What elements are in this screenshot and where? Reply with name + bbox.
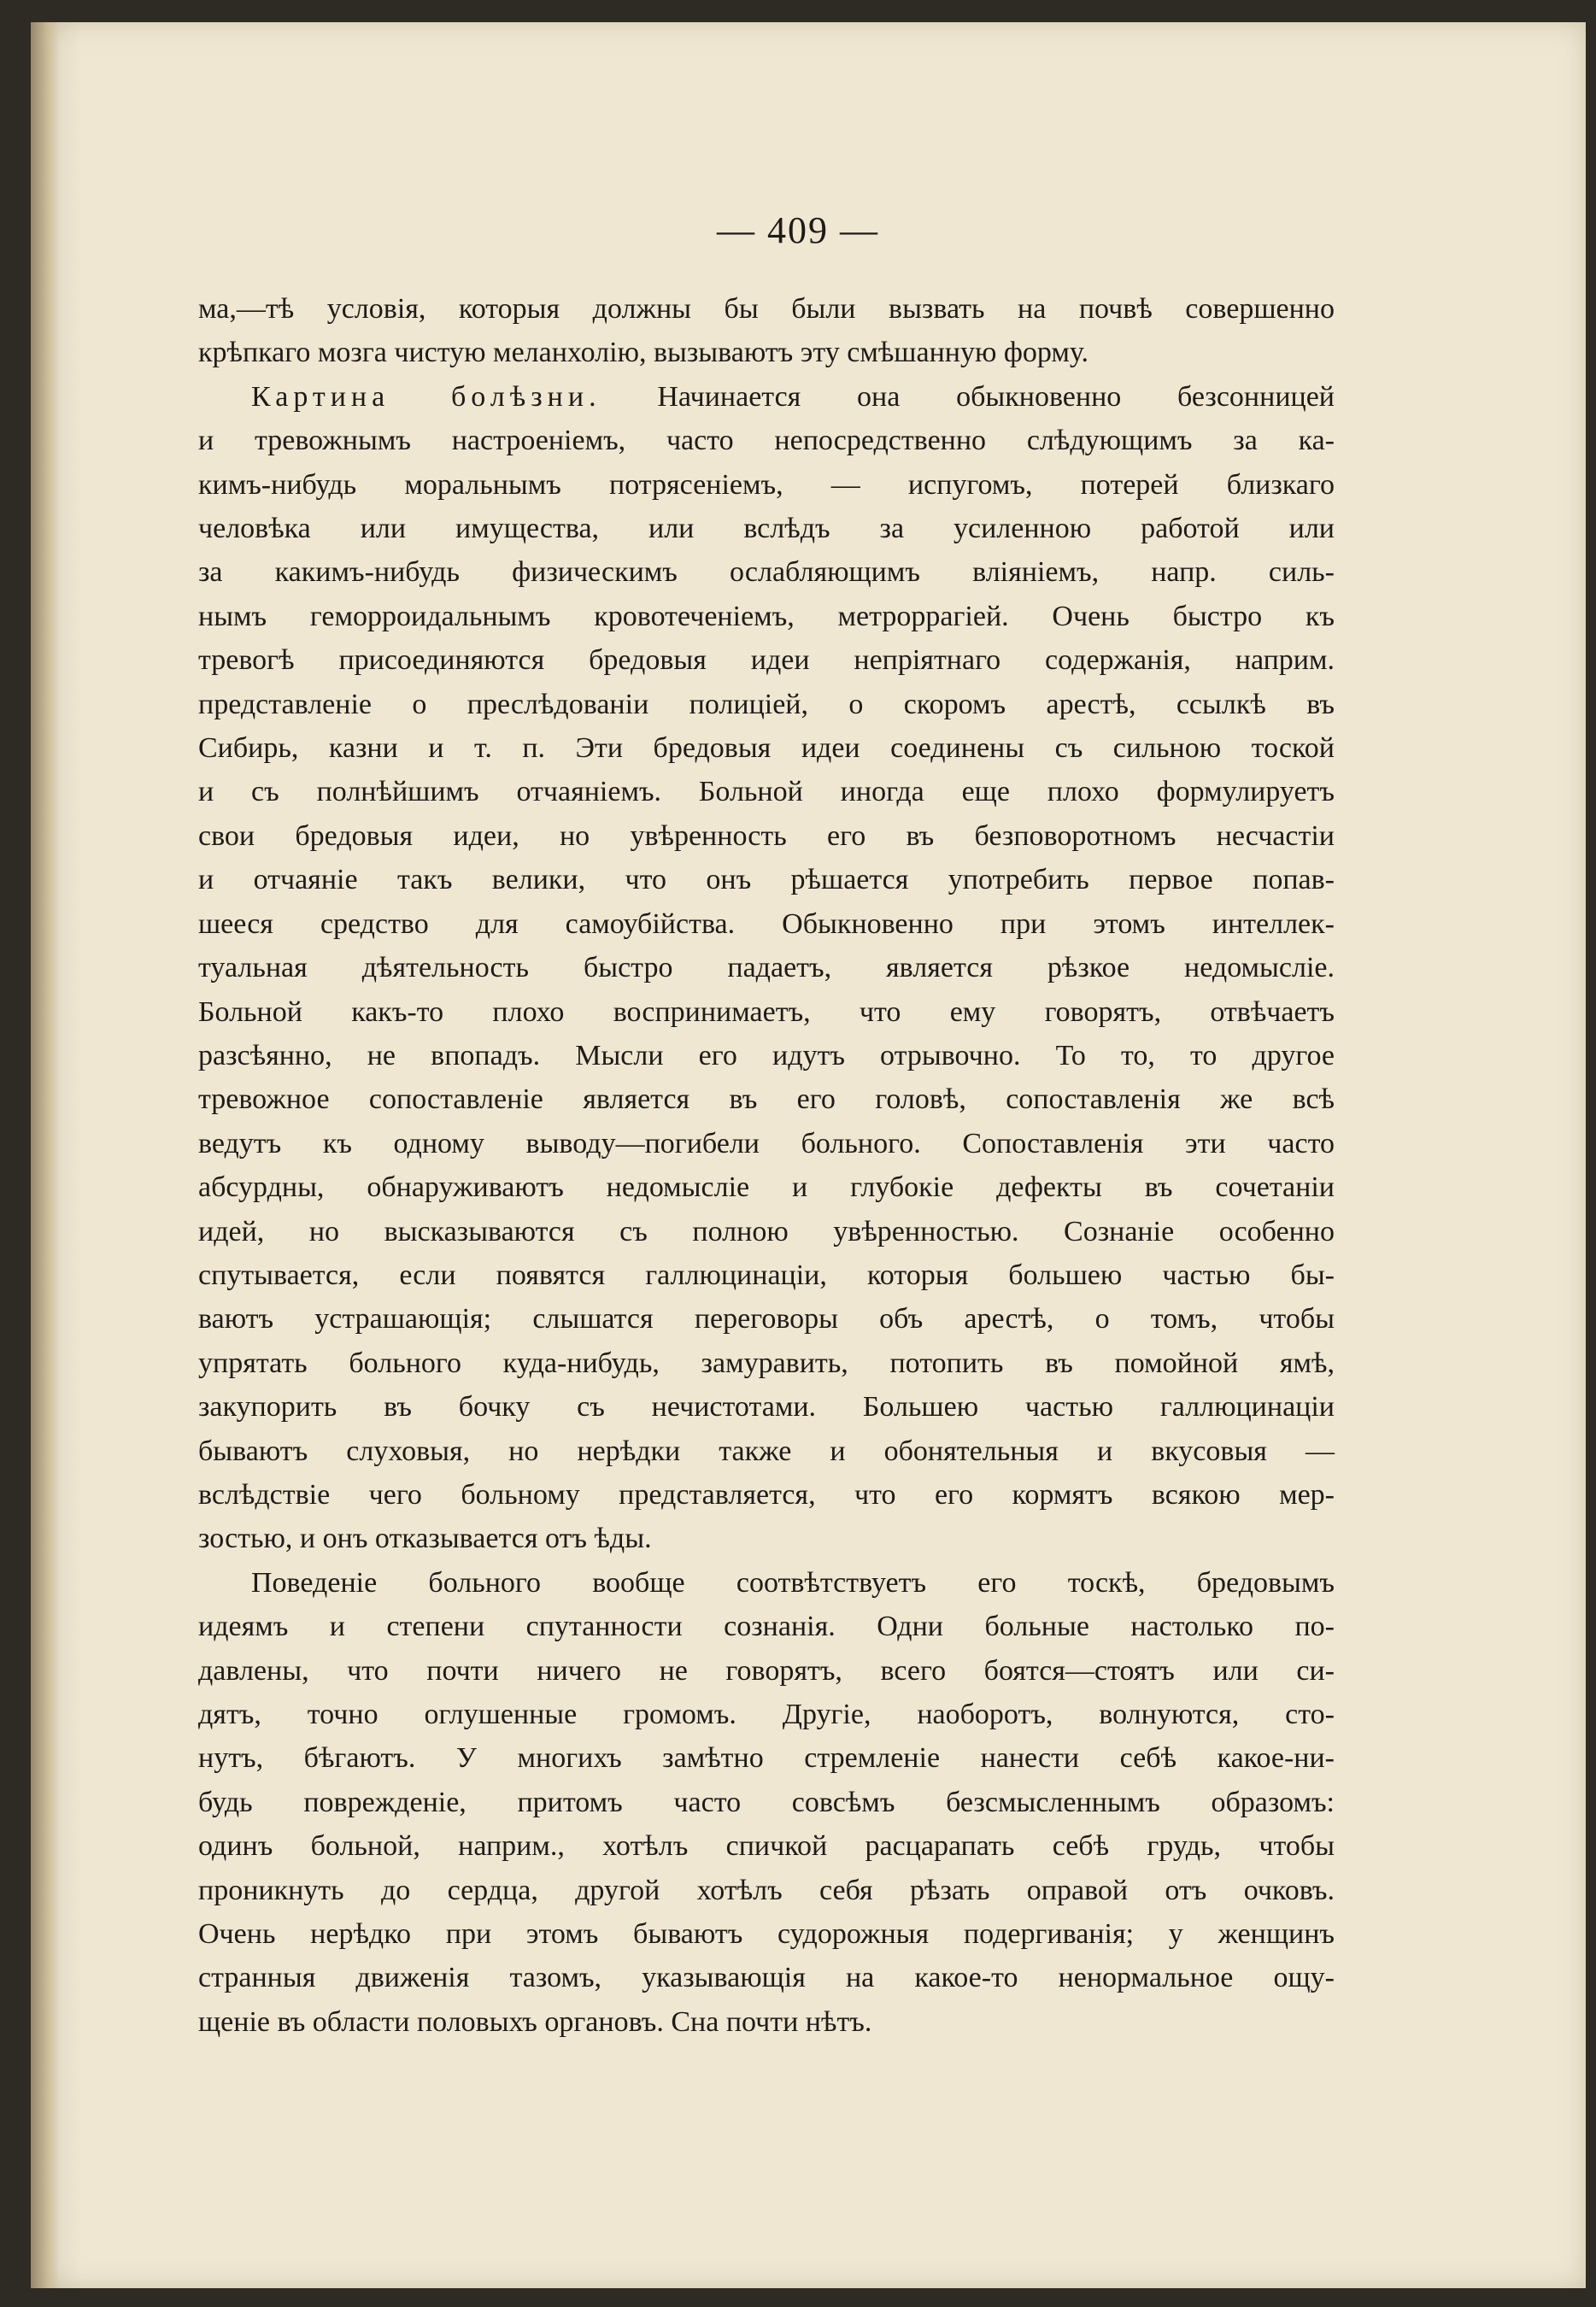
- text-line: странныя движенія тазомъ, указывающія на какое-то ненормальное ощу-: [198, 1962, 1335, 1994]
- text-line: тревожное сопоставленіе является въ его головѣ, сопоставленія же всѣ: [198, 1083, 1335, 1116]
- text-line: свои бредовыя идеи, но увѣренность его въ безповоротномъ несчастіи: [198, 819, 1335, 852]
- text-line: тревогѣ присоединяются бредовыя идеи непріятнаго содержанія, наприм.: [198, 644, 1335, 677]
- section-heading: Картина болѣзни.: [251, 380, 601, 413]
- text-line: шееся средство для самоубійства. Обыкновенно при этомъ интеллек-: [198, 907, 1335, 940]
- text-line: вслѣдствіе чего больному представляется, что его кормятъ всякою мер-: [198, 1478, 1335, 1511]
- text-line: разсѣянно, не впопадъ. Мысли его идутъ отрывочно. То то, то другое: [198, 1039, 1335, 1071]
- text-line: одинъ больной, наприм., хотѣлъ спичкой расцарапать себѣ грудь, чтобы: [198, 1830, 1335, 1863]
- text-line: ваютъ устрашающія; слышатся переговоры объ арестѣ, о томъ, чтобы: [198, 1303, 1335, 1335]
- text-line: нутъ, бѣгаютъ. У многихъ замѣтно стремленіе нанести себѣ какое-ни-: [198, 1742, 1335, 1775]
- text-line: будь поврежденіе, притомъ часто совсѣмъ безсмысленнымъ образомъ:: [198, 1786, 1335, 1818]
- text-line: зостью, и онъ отказывается отъ ѣды.: [198, 1523, 652, 1555]
- text-line: бываютъ слуховыя, но нерѣдки также и обонятельныя и вкусовыя —: [198, 1435, 1335, 1467]
- text-line: проникнуть до сердца, другой хотѣлъ себя рѣзать оправой отъ очковъ.: [198, 1874, 1335, 1906]
- paragraph-1: [198, 287, 1335, 375]
- text-line: ма,—тѣ условія, которыя должны бы были вызвать на почвѣ совершенно: [198, 293, 1335, 325]
- text-line: спутывается, если появятся галлюцинаціи, которыя большею частью бы-: [198, 1259, 1335, 1291]
- text-line-rest: Начинается она обыкновенно безсонницей: [601, 380, 1335, 413]
- text-line: закупорить въ бочку съ нечистотами. Большею частью галлюцинаціи: [198, 1391, 1335, 1424]
- text-line: человѣка или имущества, или вслѣдъ за усиленною работой или: [198, 513, 1335, 545]
- text-line: Сибирь, казни и т. п. Эти бредовыя идеи соединены съ сильною тоской: [198, 732, 1335, 765]
- page-binding-shadow: [31, 22, 60, 2288]
- text-line: дятъ, точно оглушенные громомъ. Другіе, наоборотъ, волнуются, сто-: [198, 1699, 1335, 1730]
- text-line: идей, но высказываются съ полною увѣренностью. Сознаніе особенно: [198, 1215, 1335, 1247]
- text-line: идеямъ и степени спутанности сознанія. Одни больные настолько по-: [198, 1611, 1335, 1643]
- text-line: и отчаяніе такъ велики, что онъ рѣшается употребить первое попав-: [198, 864, 1335, 896]
- text-line: представленіе о преслѣдованіи полиціей, о скоромъ арестѣ, ссылкѣ въ: [198, 688, 1335, 720]
- text-line: кимъ-нибудь моральнымъ потрясеніемъ, — испугомъ, потерей близкаго: [198, 468, 1335, 501]
- body-text: [198, 287, 1335, 2044]
- page-number: — 409 —: [717, 209, 879, 251]
- text-line: Очень нерѣдко при этомъ бываютъ судорожныя подергиванія; у женщинъ: [198, 1918, 1335, 1951]
- text-line: Поведеніе больного вообще соотвѣтствуетъ его тоскѣ, бредовымъ: [251, 1566, 1335, 1599]
- text-line: крѣпкаго мозга чистую меланхолію, вызываютъ эту смѣшанную форму.: [198, 337, 1088, 369]
- text-line: ведутъ къ одному выводу—погибели больного. Сопоставленія эти часто: [198, 1127, 1335, 1159]
- text-line: щеніе въ области половыхъ органовъ. Сна почти нѣтъ.: [198, 2005, 872, 2038]
- paragraph-2: [198, 375, 1335, 1561]
- paragraph-3: [198, 1561, 1335, 2044]
- text-line: абсурдны, обнаруживаютъ недомысліе и глубокіе дефекты въ сочетаніи: [198, 1171, 1335, 1204]
- text-line: [198, 375, 1335, 419]
- text-line: туальная дѣятельность быстро падаетъ, является рѣзкое недомысліе.: [198, 952, 1335, 984]
- text-line: давлены, что почти ничего не говорятъ, всего боятся—стоятъ или си-: [198, 1654, 1335, 1687]
- text-line: и съ полнѣйшимъ отчаяніемъ. Больной иногда еще плохо формулируетъ: [198, 776, 1335, 808]
- text-line: и тревожнымъ настроеніемъ, часто непосредственно слѣдующимъ за ка-: [198, 425, 1335, 457]
- text-line: упрятать больного куда-нибудь, замуравить, потопить въ помойной ямѣ,: [198, 1347, 1335, 1379]
- text-line: за какимъ-нибудь физическимъ ослабляющимъ вліяніемъ, напр. силь-: [198, 556, 1335, 589]
- text-line: нымъ геморроидальнымъ кровотеченіемъ, метроррагіей. Очень быстро къ: [198, 600, 1335, 632]
- text-line: Больной какъ-то плохо воспринимаетъ, что ему говорятъ, отвѣчаетъ: [198, 995, 1335, 1028]
